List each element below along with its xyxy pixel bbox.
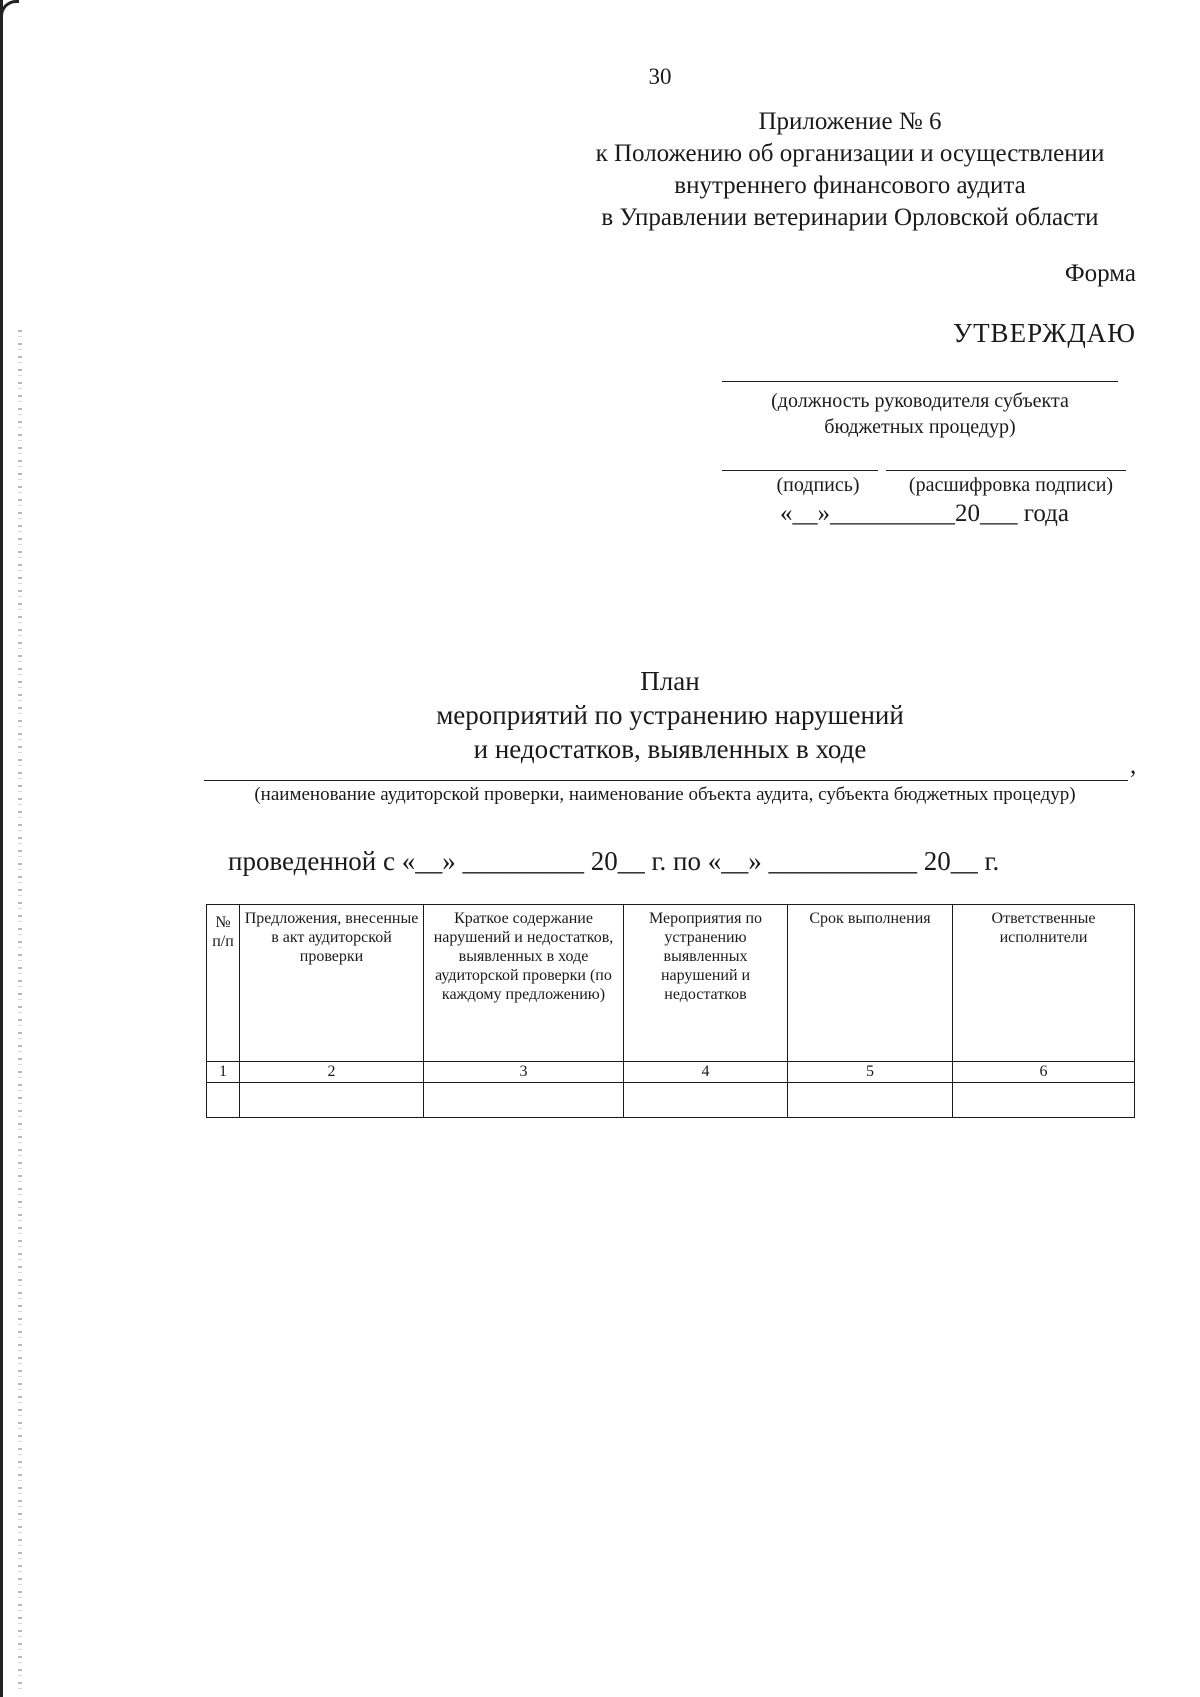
table-header-row [207,905,1135,1062]
appendix-line: в Управлении ветеринарии Орловской области [601,204,1099,231]
table-cell [788,1083,953,1118]
header-measures: Мероприятия по устранению выявленных нарушений и недостатков [624,905,788,1062]
audit-name-comma: , [1130,752,1137,779]
header-deadline: Срок выполнения [788,905,953,1062]
appendix-line: внутреннего финансового аудита [674,172,1026,199]
plan-title-line: мероприятий по устранению нарушений [436,700,904,730]
column-number: 1 [207,1062,240,1083]
position-caption-line: (должность руководителя субъекта [771,390,1069,412]
column-number: 5 [788,1062,953,1083]
table-cell [240,1083,424,1118]
scan-binding-strip [18,330,22,1690]
header-responsible: Ответственные исполнители [953,905,1135,1062]
conducted-period-line: проведенной с «__» _________ 20__ г. по «__» ___________ 20__ г. [228,846,1000,876]
appendix-line: к Положению об организации и осуществлении [595,140,1105,167]
table-cell [953,1083,1135,1118]
appendix-header [560,106,1140,234]
page-number: 30 [648,64,672,89]
position-signature-line [722,381,1118,382]
audit-name-caption: (наименование аудиторской проверки, наименование объекта аудита, субъекта бюджетных процедур) [254,784,1076,805]
approval-date-line: «__»__________20___ года [780,500,1069,527]
measures-table [206,904,1135,1118]
appendix-line: Приложение № 6 [758,108,942,135]
table-cell [624,1083,788,1118]
plan-title-line: План [640,666,700,696]
column-number: 6 [953,1062,1135,1083]
signature-decoding-line [886,470,1126,471]
header-number: № п/п [207,905,240,1062]
table-cell [424,1083,624,1118]
position-caption [720,388,1120,440]
form-label: Форма [1064,260,1136,287]
header-proposals: Предложения, внесенные в акт аудиторской проверки [240,905,424,1062]
plan-title-line: и недостатков, выявленных в ходе [473,734,867,764]
position-caption-line: бюджетных процедур) [824,416,1016,438]
plan-title [340,664,1000,766]
header-violations-summary: Краткое содержание нарушений и недостатков, выявленных в ходе аудиторской проверки (по каждому предложению) [424,905,624,1062]
approval-heading: УТВЕРЖДАЮ [952,318,1136,348]
signature-caption: (подпись) [776,474,860,496]
scan-left-edge [0,0,3,1697]
column-number: 2 [240,1062,424,1083]
signature-line [722,470,878,471]
column-number: 3 [424,1062,624,1083]
table-row [207,1083,1135,1118]
audit-name-line [204,780,1128,781]
table-cell [207,1083,240,1118]
column-number: 4 [624,1062,788,1083]
column-number-row [207,1062,1135,1083]
signature-decoding-caption: (расшифровка подписи) [908,474,1114,496]
scan-corner-mark [0,0,19,33]
